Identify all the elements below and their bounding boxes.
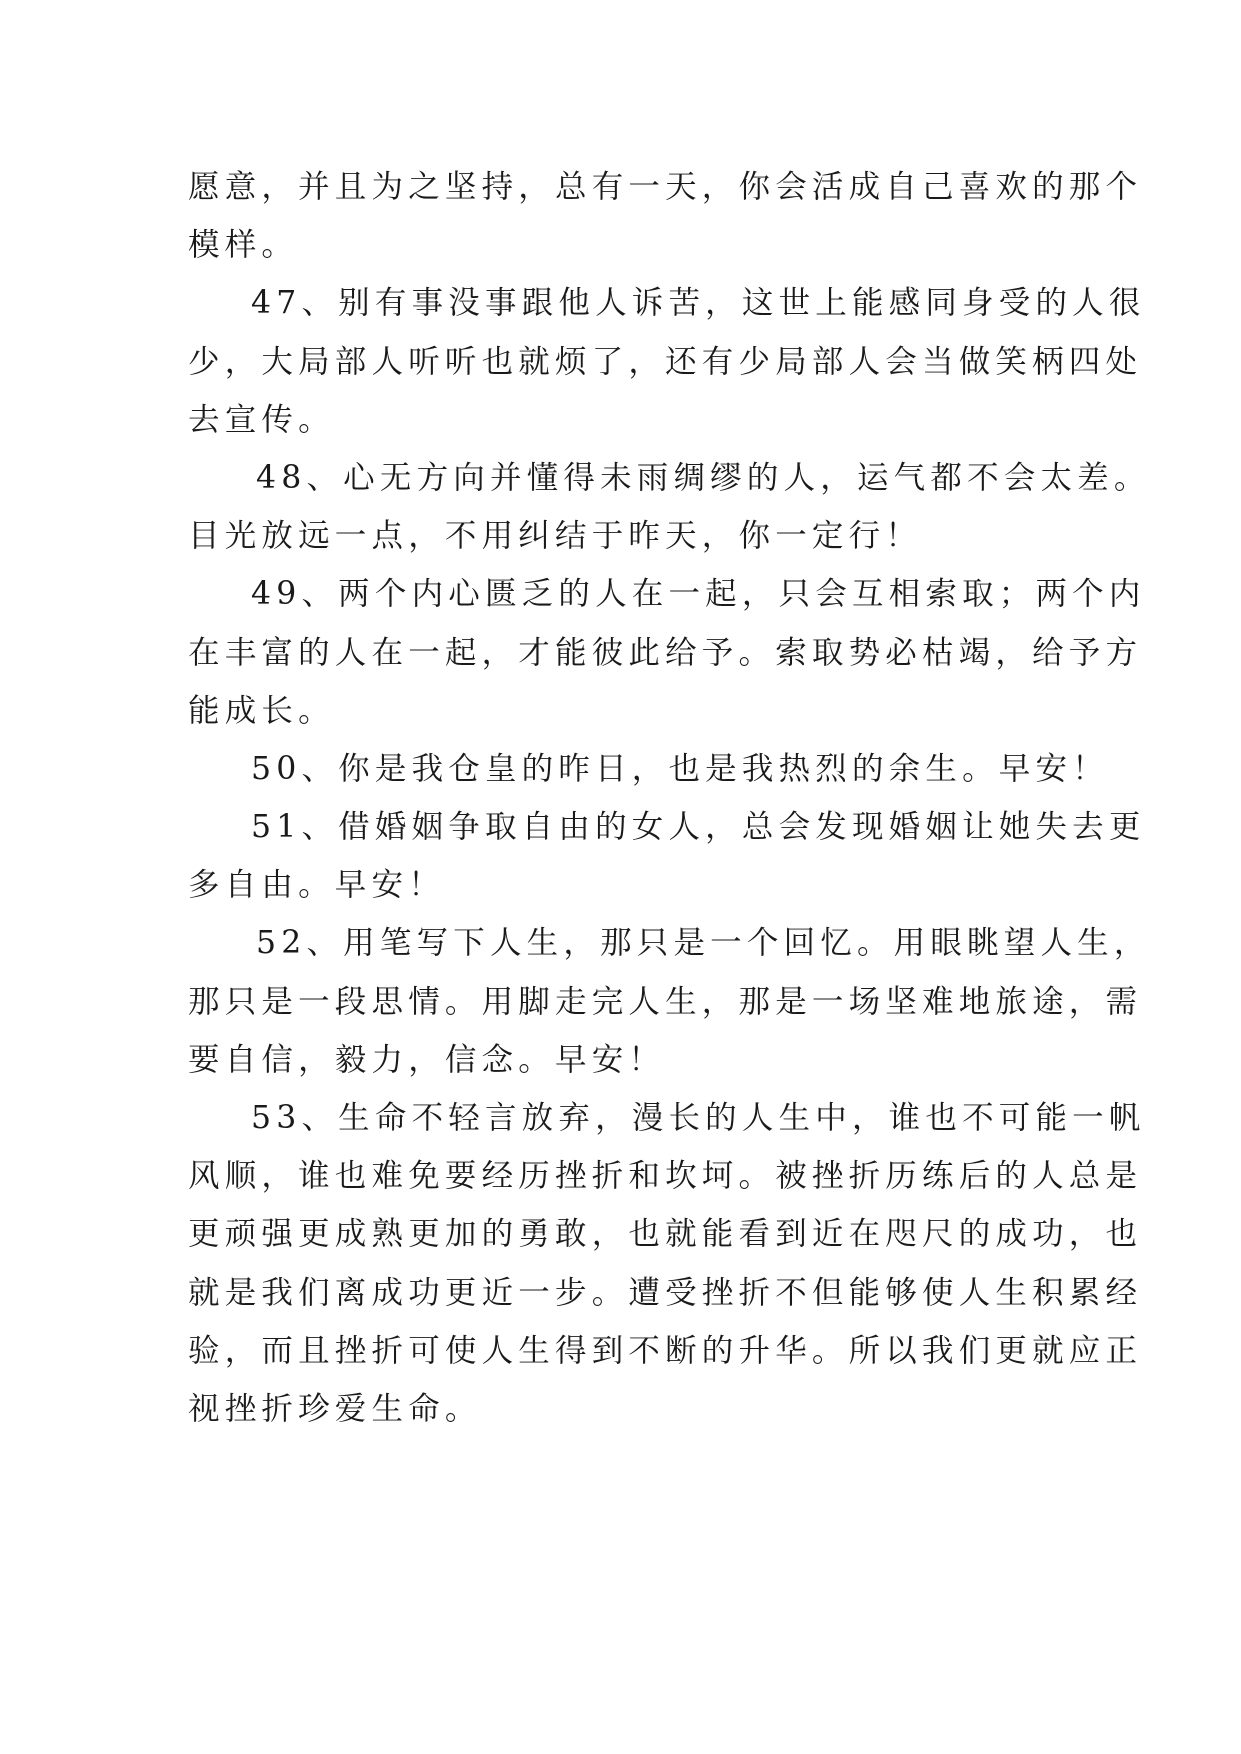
text-line: 风顺，谁也难免要经历挫折和坎坷。被挫折历练后的人总是 (188, 1158, 1143, 1195)
text-line: 验，而且挫折可使人生得到不断的升华。所以我们更就应正 (188, 1332, 1143, 1369)
text-line: 多自由。早安！ (188, 867, 445, 904)
text-line: 在丰富的人在一起，才能彼此给予。索取势必枯竭，给予方 (188, 634, 1143, 671)
text-line: 去宣传。 (188, 401, 335, 438)
text-line: 视挫折珍爱生命。 (188, 1390, 482, 1427)
text-line: 愿意，并且为之坚持，总有一天，你会活成自己喜欢的那个 (188, 169, 1143, 205)
text-line: 52、用笔写下人生，那只是一个回忆。用眼眺望人生， (256, 925, 1151, 962)
text-line: 53、生命不轻言放弃，漫长的人生中，谁也不可能一帆 (251, 1100, 1146, 1136)
text-line: 50、你是我仓皇的昨日，也是我热烈的余生。早安！ (251, 750, 1109, 787)
text-line: 51、借婚姻争取自由的女人，总会发现婚姻让她失去更 (251, 809, 1146, 846)
text-line: 49、两个内心匮乏的人在一起，只会互相索取；两个内 (251, 576, 1146, 613)
text-line: 更顽强更成熟更加的勇敢，也就能看到近在咫尺的成功，也 (188, 1216, 1143, 1253)
text-line: 少，大局部人听听也就烦了，还有少局部人会当做笑柄四处 (188, 343, 1143, 380)
text-line: 模样。 (188, 227, 299, 264)
text-line: 48、心无方向并懂得未雨绸缪的人，运气都不会太差。 (256, 459, 1151, 496)
text-line: 能成长。 (188, 692, 335, 729)
text-line: 目光放远一点，不用纠结于昨天，你一定行！ (188, 518, 923, 555)
text-line: 就是我们离成功更近一步。遭受挫折不但能够使人生积累经 (188, 1274, 1143, 1311)
text-line: 要自信，毅力，信念。早安！ (188, 1041, 666, 1078)
document-body (188, 158, 1151, 1438)
text-line: 47、别有事没事跟他人诉苦，这世上能感同身受的人很 (251, 285, 1146, 322)
text-line: 那只是一段思情。用脚走完人生，那是一场坚难地旅途，需 (188, 983, 1143, 1020)
